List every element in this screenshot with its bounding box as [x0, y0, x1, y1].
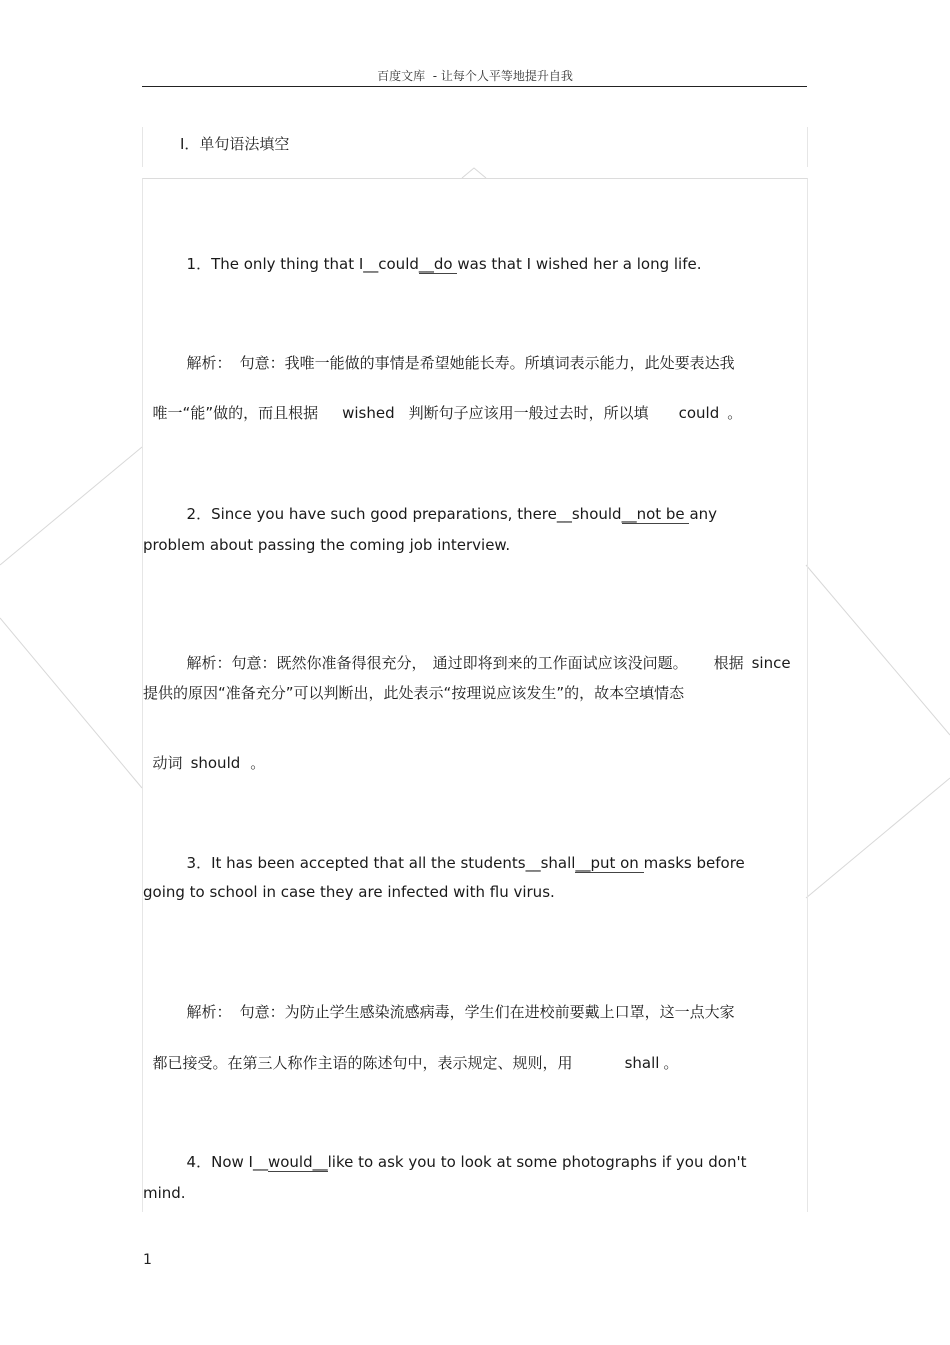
explanation-1-line-1 — [177, 333, 735, 373]
keyword: wished — [342, 404, 395, 422]
question-4 — [177, 1132, 746, 1172]
answer-blank: __not be — [621, 505, 690, 523]
explanation-text: 。 — [727, 404, 743, 422]
section-title: Ⅰ．单句语法填空 — [180, 135, 290, 153]
keyword: shall — [624, 1054, 660, 1072]
explanation-text: 都已接受。在第三人称作主语的陈述句中，表示规定、规则，用 — [152, 1054, 573, 1072]
explanation-2-line-2: 提供的原因“准备充分”可以判断出，此处表示“按理说应该发生”的，故本空填情态 — [143, 684, 685, 702]
question-text: masks before — [643, 854, 745, 872]
question-2 — [177, 484, 717, 524]
question-number: 3． — [186, 854, 212, 872]
explanation-3-line-1 — [177, 982, 735, 1022]
answer-blank: would__ — [267, 1153, 328, 1171]
question-4-line-2: mind. — [143, 1184, 186, 1202]
explanation-1-line-2 — [143, 383, 742, 423]
answer-blank: __do — [418, 255, 458, 273]
question-text: The only thing that I__could — [211, 255, 419, 273]
explanation-text: 句意：为防止学生感染流感病毒，学生们在进校前要戴上口罩，这一点大家 — [239, 1003, 735, 1021]
page-number: 1 — [143, 1252, 152, 1268]
explanation-text: 句意：我唯一能做的事情是希望她能长寿。所填词表示能力，此处要表达我 — [239, 354, 735, 372]
explanation-2-line-3 — [143, 733, 265, 773]
question-text: Now I__ — [211, 1153, 268, 1171]
question-text: Since you have such good preparations, there__should — [211, 505, 622, 523]
keyword: could — [678, 404, 720, 422]
question-text: It has been accepted that all the students__shall — [211, 854, 576, 872]
question-3 — [177, 833, 745, 873]
explanation-text: 通过即将到来的工作面试应该没问题。 — [432, 654, 688, 672]
question-number: 4． — [186, 1153, 212, 1171]
explanation-text: 唯一“能”做的，而且根据 — [152, 404, 319, 422]
explanation-text: 根据 — [713, 654, 744, 672]
answer-blank: __put on — [575, 854, 644, 872]
question-text: any — [689, 505, 718, 523]
keyword: since — [751, 654, 791, 672]
question-3-line-2: going to school in case they are infected with flu virus. — [143, 883, 555, 901]
explanation-label: 解析： — [186, 354, 232, 372]
question-number: 1． — [186, 255, 212, 273]
explanation-2-line-1 — [177, 633, 791, 673]
explanation-text: 。 — [250, 754, 266, 772]
question-text: was that I wished her a long life. — [457, 255, 702, 273]
question-1 — [177, 234, 701, 274]
explanation-3-line-2 — [143, 1033, 678, 1073]
explanation-text: 动词 — [152, 754, 183, 772]
explanation-label: 解析： — [186, 1003, 232, 1021]
keyword: should — [190, 754, 241, 772]
explanation-text: 解析：句意：既然你准备得很充分， — [186, 654, 427, 672]
explanation-text: 。 — [663, 1054, 679, 1072]
question-2-line-2: problem about passing the coming job interview. — [143, 536, 511, 554]
document-header: 百度文库 - 让每个人平等地提升自我 — [377, 69, 573, 83]
question-text: like to ask you to look at some photographs if you don't — [327, 1153, 747, 1171]
explanation-text: 判断句子应该用一般过去时，所以填 — [408, 404, 649, 422]
header-divider — [142, 86, 807, 87]
question-number: 2． — [186, 505, 212, 523]
